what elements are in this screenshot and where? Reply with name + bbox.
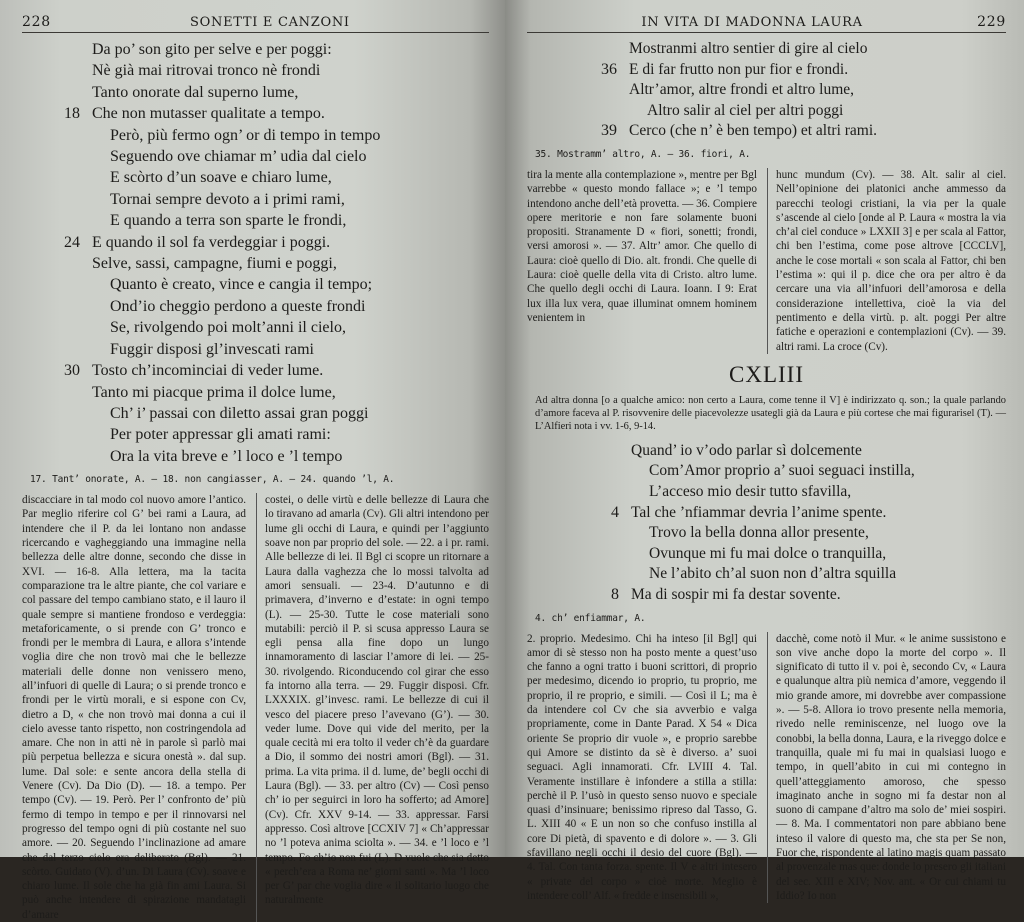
verse-line: [527, 523, 1006, 544]
verse-text: Tal che ’nfiammar devria l’anime spente.: [631, 503, 887, 521]
verse-text: Mostranmi altro sentier di gire al cielo: [629, 40, 868, 57]
verse-line: [527, 101, 1006, 122]
verse-line: [22, 103, 489, 124]
verse-text: Per poter appressar gli amati rami:: [110, 426, 331, 444]
running-head: [22, 14, 489, 33]
verse-line: [22, 296, 489, 317]
verse-line: [22, 403, 489, 424]
verse-text: Ond’io cheggio perdono a queste frondi: [110, 297, 366, 315]
commentary: [527, 168, 1006, 354]
verse-text: Ora la vita breve e ’l loco e ’l tempo: [110, 447, 343, 465]
verse-text: Però, più fermo ogn’ or di tempo in tempo: [110, 126, 381, 144]
commentary-column: [527, 168, 757, 354]
verse-text: Che non mutasser qualitate a tempo.: [92, 105, 325, 123]
line-number: 36: [601, 60, 617, 78]
verse-line: [22, 446, 489, 467]
verse-line: [527, 441, 1006, 462]
verse-line: [527, 80, 1006, 101]
verse-text: Com’Amor proprio a’ suoi seguaci instilla,: [649, 462, 915, 480]
verse-line: [22, 253, 489, 274]
verse-line: [527, 39, 1006, 60]
verse-text: Altro salir al ciel per altri poggi: [647, 101, 844, 119]
line-number: 39: [601, 122, 617, 140]
verse-line: [22, 39, 489, 60]
verse-line: [22, 274, 489, 295]
verse-text: Selve, sassi, campagne, fiumi e poggi,: [92, 255, 337, 273]
variant-readings: 35. Mostramm’ altro, A. — 36. fiori, A.: [535, 148, 751, 160]
verse-line: [22, 317, 489, 338]
verse-line: [22, 82, 489, 103]
commentary-column: [767, 632, 1006, 904]
verse-line: [22, 125, 489, 146]
commentary-text: 2. proprio. Medesimo. Chi ha inteso [il Bgl] qui amor di sè stesso non ha posto mente a quest’uso che fanno a ogni tratto i buoni scrittori, di proprio per medesimo, dicendo io proprio, tu proprio, me proprio, il re proprio, e simili. — Così il L; ma è da intendere col Cv che sia avverbio e valga propriamente, come in Dante Parad. X 54 « Dica oriente Se proprio dir vuole », e proprio sarebbe qui Amore se distinto da sè è diverso. a’ suoi seguaci. Agli innamorati. Cfr. LVIII 4. Tal. Veramente instillare è infondere a stilla a stilla: perchè il P. l’usò in questo senso nuovo e speciale quasi d’insinuare; benissimo ripreso dal Tasso, G. L. XIII 40 « E un non so che confuso instilla al core Di pietà, di spavento e di dolore ». — 3. Gli sfavillano negli occhi il desio del cuore (Bgl). — 4. Tal. Con tanta forza. spente. Il V e altri intesero « private del corpo » cioè morte. Meglio è intendere coll’ Alf. « fredde e insensibili »,: [527, 632, 757, 902]
running-head: [527, 14, 1006, 33]
verse-text: Ne l’abito ch’al suon non d’altra squilla: [649, 565, 897, 583]
verse-line: [22, 60, 489, 81]
commentary-column: [256, 493, 489, 922]
verse-line: [22, 424, 489, 445]
variant-readings: 17. Tant’ onorate, A. — 18. non cangiasser, A. — 24. quando ’l, A.: [30, 474, 395, 486]
commentary-text: costei, o delle virtù e delle bellezze di Laura che lo tiravano ad amarla (Cv). Gli altri intendono per lume gli occhi di Laura, e quindi per l’aggiunto soave non par proprio del sole. — 22. a i pr. rami. Alle bellezze di lei. Il Bgl ci scopre un ritornare a Laura dalla vaghezza che lo mossi talvolta ad amori sensuali. — 23-4. D’autunno e di primavera, d’inverno e d’estate: in ogni tempo (L). — 25-30. Tutte le cose materiali sono mutabili: perciò il P. si scusa appresso Laura se egli pensa alla fine dopo un lungo innamoramento di lasciar l’amore di lei. — 25-30. rivolgendo. Riconducendo col girar che esso fa intorno alla terra. — 29. Fuggir disposi. Cfr. LXXXIX. gl’invesc. rami. Le bellezze di cui il vesco del piacere preso l’avevano (G’). — 30. veder lume. Dove qui vide del merito, per la quale cecità mi era tolto il veder ch’è da guardare a Dio, il sommo dei nostri amori (Bgl). — 31. prima. La vita prima. il d. lume, de’ begli occhi di Laura (Bgl). — 33. per altro (Cv) — Così penso ch’ io per seguirci in loro ha sofferto; ad Amore] (Cv). Cfr. XXV 9-14. — 33. appressar. Farsi appresso. Così altrove [CCXIV 7] « Ch’appressar no ’l poteva anima sciolta ». — 34. e ’l loco e ’l tempo. Fo ch’io non fui (L). D vuole che sia detto « perch’era a Roma ne’ giorni santi ». Ma ’l loco per G’ par che voglia dire « il solitario luogo che naturalmente: [265, 494, 489, 907]
page-number: 228: [22, 14, 51, 30]
commentary-text: hunc mundum (Cv). — 38. Alt. salir al ciel. Nell’opinione dei platonici anche ammesso da parecchi teologi cristiani, la via per la quale s’ascende al cielo [onde al P. Laura « mostra la via ch’al ciel conduce » LXXII 3] e per scala al Fattor, chi ben l’estima, come pose altrove [CCCLV], anche le cose mortali « son scala al Fattor, chi ben l’estima »: qui il p. dice che ora per altro è da cercare una via all’infuori dell’amorosa e della considerazione intellettiva, cioè la via del pentimento e della virtù. p. alt. poggi Per altre fatiche e operazioni e contemplazioni (Cv). — 39. altri rami. La croce (Cv).: [776, 168, 1006, 353]
verse-text: Tanto onorate dal superno lume,: [92, 83, 299, 101]
commentary-column: [22, 493, 246, 922]
line-number: 30: [64, 362, 80, 380]
verse-line: [527, 585, 1006, 606]
verse-line: [527, 461, 1006, 482]
left-page: [0, 0, 505, 921]
verse-text: Quand’ io v’odo parlar sì dolcemente: [631, 441, 862, 459]
verse-line: [527, 60, 1006, 81]
verse-text: Ma di sospir mi fa destar sovente.: [631, 585, 841, 603]
verse-line: [527, 482, 1006, 503]
verse-line: [527, 564, 1006, 585]
verse-line: [22, 189, 489, 210]
verse-line: [22, 339, 489, 360]
verse-line: [22, 210, 489, 231]
verse-text: Tanto mi piacque prima il dolce lume,: [92, 383, 336, 401]
verse-text: E scòrto d’un soave e chiaro lume,: [110, 169, 332, 187]
commentary: [22, 493, 489, 922]
verse-text: Quanto è creato, vince e cangia il tempo;: [110, 276, 373, 294]
verse-text: E di far frutto non pur fior e frondi.: [629, 60, 849, 78]
verse-text: Cerco (che n’ è ben tempo) et altri rami.: [629, 122, 878, 140]
verse-line: [22, 146, 489, 167]
verse-block: [22, 39, 489, 467]
verse-text: Seguendo ove chiamar m’ udia dal cielo: [110, 148, 367, 166]
verse-line: [22, 232, 489, 253]
verse-line: [527, 503, 1006, 524]
verse-text: Tosto ch’incominciai di veder lume.: [92, 362, 324, 380]
verse-text: E quando il sol fa verdeggiar i poggi.: [92, 233, 331, 251]
line-number: 18: [64, 105, 80, 123]
page-number: 229: [977, 14, 1006, 30]
verse-line: [22, 360, 489, 381]
verse-line: [527, 121, 1006, 142]
variant-readings: 4. ch’ enfiammar, A.: [535, 612, 646, 624]
line-number: 4: [611, 503, 619, 521]
verse-text: E quando a terra son sparte le frondi,: [110, 212, 347, 230]
verse-text: Ch’ i’ passai con diletto assai gran poggi: [110, 404, 369, 422]
verse-text: Tornai sempre devoto a i primi rami,: [110, 190, 345, 208]
sonnet-block: [527, 441, 1006, 606]
verse-text: Altr’amor, altre frondi et altro lume,: [629, 81, 855, 99]
commentary-column: [767, 168, 1006, 354]
verse-line: [22, 382, 489, 403]
commentary-text: tira la mente alla contemplazione », mentre per Bgl varrebbe « questo mondo fallace »; e ’l tempo intendono anche dell’età provetta. — 36. Compiere opere meritorie e non fare solamente buoni propositi. Stranamente D « fiori, sonetti; frondi, versi amorosi ». — 37. Altr’ amor. Che quello di Laura: cioè quello di Dio. alt. frondi. Che quelle di Laura: cioè quelle della vita di Cristo. altro lume. Che quello degli occhi di Laura. Ioann. I 9: Erat lux illa lux vera, quae illuminat omnem hominem venientem in: [527, 168, 757, 324]
verse-text: Fuggir disposi gl’invescati rami: [110, 340, 314, 358]
verse-text: Se, rivolgendo poi molt’anni il cielo,: [110, 319, 346, 337]
verse-line: [527, 544, 1006, 565]
line-number: 24: [64, 233, 80, 251]
argument-note: Ad altra donna [o a qualche amico: non certo a Laura, come tenne il V] è indirizzato q. son.; la quale parlando d’amore faceva al P. risovvenire delle piacevolezze usategli già da Laura e più cortese che mai figurarisel (T). — L’Alfieri nota i vv. 1-6, 9-14.: [535, 394, 1006, 432]
line-number: 8: [611, 585, 619, 603]
verse-text: Nè già mai ritrovai tronco nè frondi: [92, 62, 321, 80]
running-title: SONETTI E CANZONI: [190, 15, 350, 30]
commentary-text: dacchè, come notò il Mur. « le anime sussistono e son vive anche dopo la morte del corpo ». Il significato di tutto il v. poi è, secondo Cv, « Laura e qualunque altra più nemica d’amore, veggendo il mio grande amore, mi dovrebbe aver compassione ». — 5-8. Allora io trovo presente nella memoria, rivedo nelle reminiscenze, nel luogo ove la conobbi, la bella donna, Laura, e la riveggo dolce e tranquilla, quale mi fu mai in qualsiasi luogo e tempo, in quell’abito in cui mi contegno in quell’atteggiamento amoroso, che spesso imaginato anche in sogno mi fa destar non al suono di campane d’altro ma solo de’ miei sospiri. — 8. Ma. I commentatori non pare abbiano bene inteso il valore di questo ma, che sta per Se non, Fuor che, rispondente al latino magis quam passato al provenzale mas que: donde lo presero gli italiani del sec. XIII e XIV; Nov. ant. « Or cui chiami tu Iddio? Io non: [776, 632, 1006, 902]
right-page: [505, 0, 1024, 902]
commentary-column: [527, 632, 757, 904]
verse-text: L’acceso mio desir tutto sfavilla,: [649, 483, 852, 501]
running-title: IN VITA DI MADONNA LAURA: [641, 15, 863, 30]
commentary-text: discacciare in tal modo col nuovo amore l’antico. Par meglio riferire col G’ bei rami a Laura, ad intendere che il P. da lei lontano non andasse ricercando e vagheggiando una immagine nella bellezza delle altre donne, secondo che disse in XVI. — 16-8. Alla lettera, ma la tacita comparazione tra le altre piante, che col variare e col passare del tempo cambiano stato, e il lauro il quale sempre si mantiene frondoso e verdeggia: metaforicamente, o si prende con G’ tronco e frondi per le membra di Laura, e allora s’intende voglia dire che non trovò mai che le bellezze materiali delle donne non venissero meno, all’infuori di quelle di Laura; o si prende tronco e frondi per le virtù morali, e si espone con Cv, dietro a D, « che non trovò mai donna a cui il cielo avesse tanto rispetto, non costringendola ad amare. Che non in atti nè in parole sì parlò mai più perpetua bellezza e sicura onestà ». dal sup. lume. Dal sole: e sente ancora della stella di Venere (Cv). Da Dio (D). — 18. a tempo. Per tempo (Cv). — 19. Però. Per l’ confronto de’ più fermo di tempo in tempo e per il rinnovarsi nel progresso del tempo ogni di più costante nel suo amore. — 20. Seguendo l’inclinazione ad amare che dal terzo cielo era deliberato (Bgl). — 21. scòrto. Guidato (V). d’un. Di Laura (Cv). soave e chiaro lume. Il sole che ha già fin ami Laura. Si può anche intendere di spirazione mandatagli d’amare: [22, 494, 246, 921]
verse-text: Da po’ son gito per selve e per poggi:: [92, 41, 332, 58]
verse-line: [22, 167, 489, 188]
verse-text: Ovunque mi fu mai dolce o tranquilla,: [649, 544, 887, 562]
commentary: [527, 632, 1006, 904]
section-number: CXLIII: [729, 361, 804, 387]
verse-text: Trovo la bella donna allor presente,: [649, 524, 869, 542]
verse-block: [527, 39, 1006, 142]
